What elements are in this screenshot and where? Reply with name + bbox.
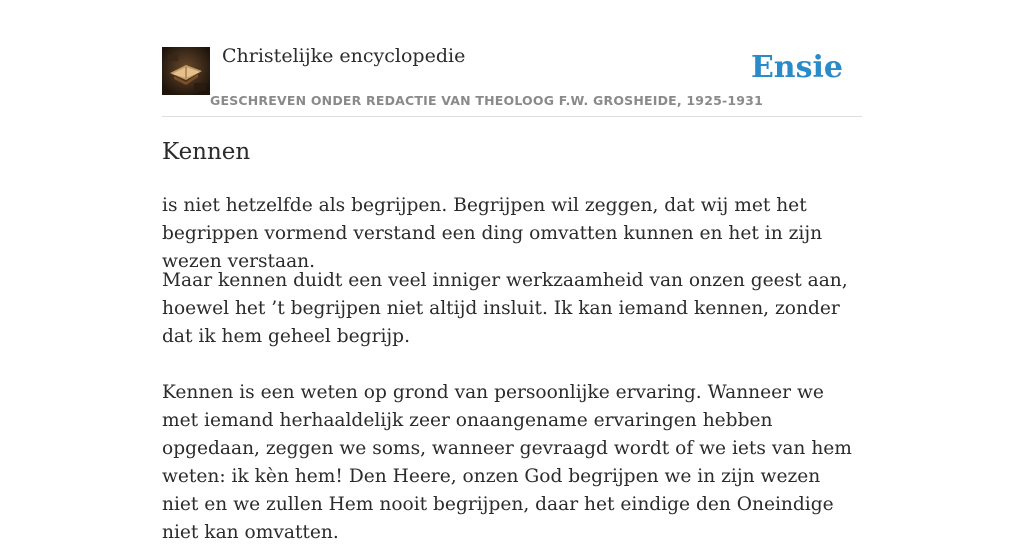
article-title: Kennen bbox=[162, 139, 251, 165]
page bbox=[162, 0, 862, 543]
site-subtitle: GESCHREVEN ONDER REDACTIE VAN THEOLOOG F.W. GROSHEIDE, 1925-1931 bbox=[210, 93, 763, 108]
book-photo-icon[interactable] bbox=[162, 47, 210, 95]
article-paragraph: is niet hetzelfde als begrijpen. Begrijpen wil zeggen, dat wij met het begrippen vormend verstand een ding omvatten kunnen en het in zijn wezen verstaan. bbox=[162, 195, 823, 272]
article-paragraph: Kennen is een weten op grond van persoonlijke ervaring. Wanneer we met iemand herhaaldelijk zeer onaangename ervaringen hebben opgedaan, zeggen we soms, wanneer gevraagd wordt of we iets van hem weten: ik kèn hem! Den Heere, onzen God begrijpen we in zijn wezen niet en we zullen Hem nooit begrijpen, daar het eindige den Oneindige niet kan omvatten. bbox=[162, 382, 852, 543]
site-header bbox=[162, 0, 862, 117]
article-paragraph: Maar kennen duidt een veel inniger werkzaamheid van onzen geest aan, hoewel het ’t begrijpen niet altijd insluit. Ik kan iemand kennen, zonder dat ik hem geheel begrijp. bbox=[162, 270, 848, 347]
brand-logo-link[interactable]: Ensie bbox=[750, 50, 843, 85]
site-title[interactable]: Christelijke encyclopedie bbox=[222, 45, 466, 67]
